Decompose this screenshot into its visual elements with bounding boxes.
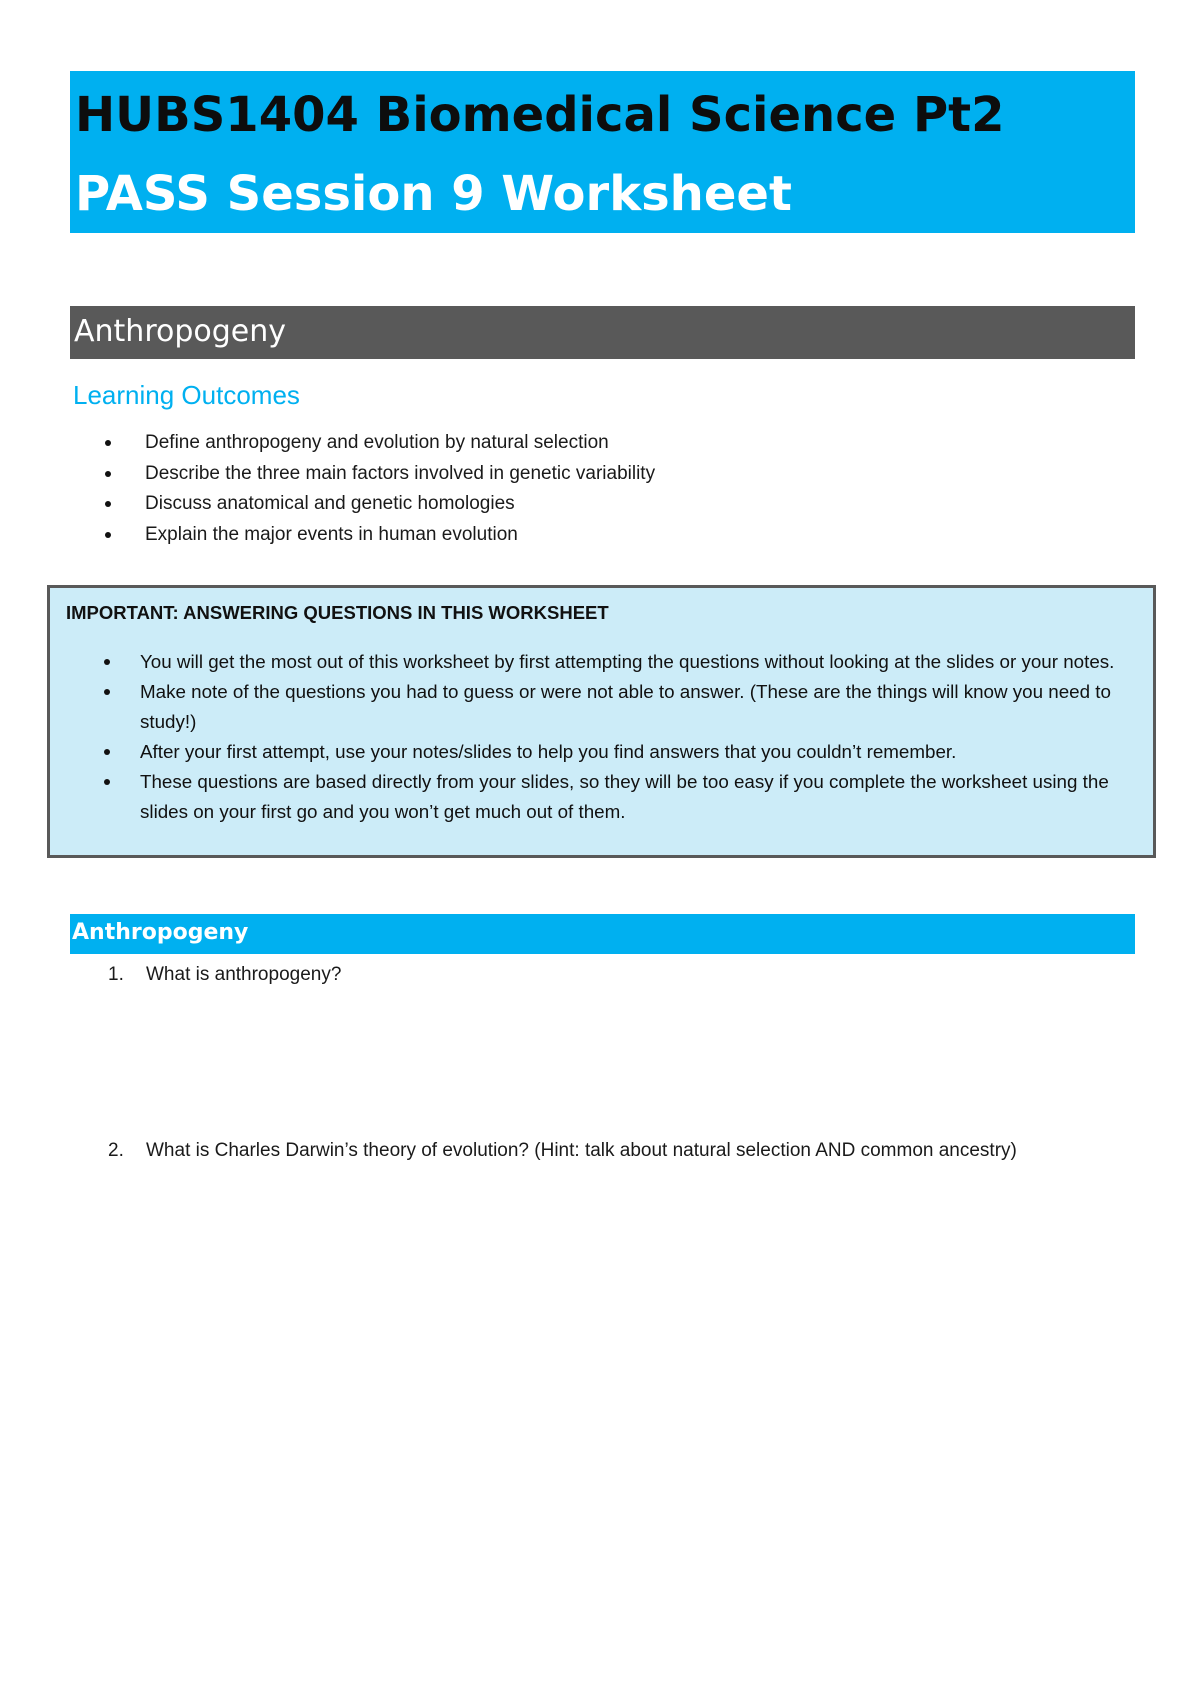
list-item: [90, 767, 1140, 827]
section-header-questions: [70, 914, 1135, 954]
list-item: [100, 459, 655, 490]
learning-outcome-text: Discuss anatomical and genetic homologies: [145, 493, 515, 514]
learning-outcome-text: Explain the major events in human evolution: [145, 523, 518, 545]
notice-text: These questions are based directly from your slides, so they will be too easy if you complete the worksheet using the slides on your first go and you won’t get much out of them.: [140, 771, 1109, 822]
important-notice-box: [47, 585, 1156, 858]
title-banner: [70, 71, 1135, 233]
question-number: 2.: [108, 1140, 124, 1161]
bullet-icon: [104, 659, 110, 665]
bullet-icon: [105, 532, 111, 538]
list-item: [90, 677, 1140, 737]
bullet-icon: [104, 689, 110, 695]
section-header-anthropogeny: [70, 306, 1135, 359]
bullet-icon: [104, 749, 110, 755]
bullet-icon: [105, 471, 111, 477]
learning-outcome-text: Describe the three main factors involved in genetic variability: [145, 462, 656, 484]
learning-outcomes-heading: Learning Outcomes: [73, 380, 300, 410]
list-item: [100, 489, 655, 520]
list-item: [100, 428, 655, 459]
learning-outcome-text: Define anthropogeny and evolution by natural selection: [145, 432, 609, 453]
notice-text: You will get the most out of this worksheet by first attempting the questions without looking at the slides or your notes.: [140, 651, 1115, 672]
notice-text: Make note of the questions you had to guess or were not able to answer. (These are the things will know you need to study!): [140, 681, 1111, 732]
document-title: HUBS1404 Biomedical Science Pt2: [75, 87, 1005, 143]
learning-outcomes-list: [100, 428, 655, 550]
question-number: 1.: [108, 964, 124, 985]
list-item: [100, 520, 655, 551]
list-item: [90, 647, 1140, 677]
important-notice-title: IMPORTANT: ANSWERING QUESTIONS IN THIS WORKSHEET: [66, 602, 609, 623]
bullet-icon: [105, 440, 111, 446]
list-item: [90, 737, 1140, 767]
question-text: What is Charles Darwin’s theory of evolution? (Hint: talk about natural selection AND common ancestry): [146, 1140, 1017, 1161]
section-title: Anthropogeny: [74, 314, 287, 349]
document-subtitle: PASS Session 9 Worksheet: [75, 166, 792, 222]
notice-text: After your first attempt, use your notes/slides to help you find answers that you couldn’t remember.: [140, 741, 957, 762]
section-title: Anthropogeny: [72, 920, 249, 945]
important-notice-list: [90, 647, 1140, 827]
bullet-icon: [105, 501, 111, 507]
question-text: What is anthropogeny?: [146, 964, 342, 985]
bullet-icon: [104, 779, 110, 785]
